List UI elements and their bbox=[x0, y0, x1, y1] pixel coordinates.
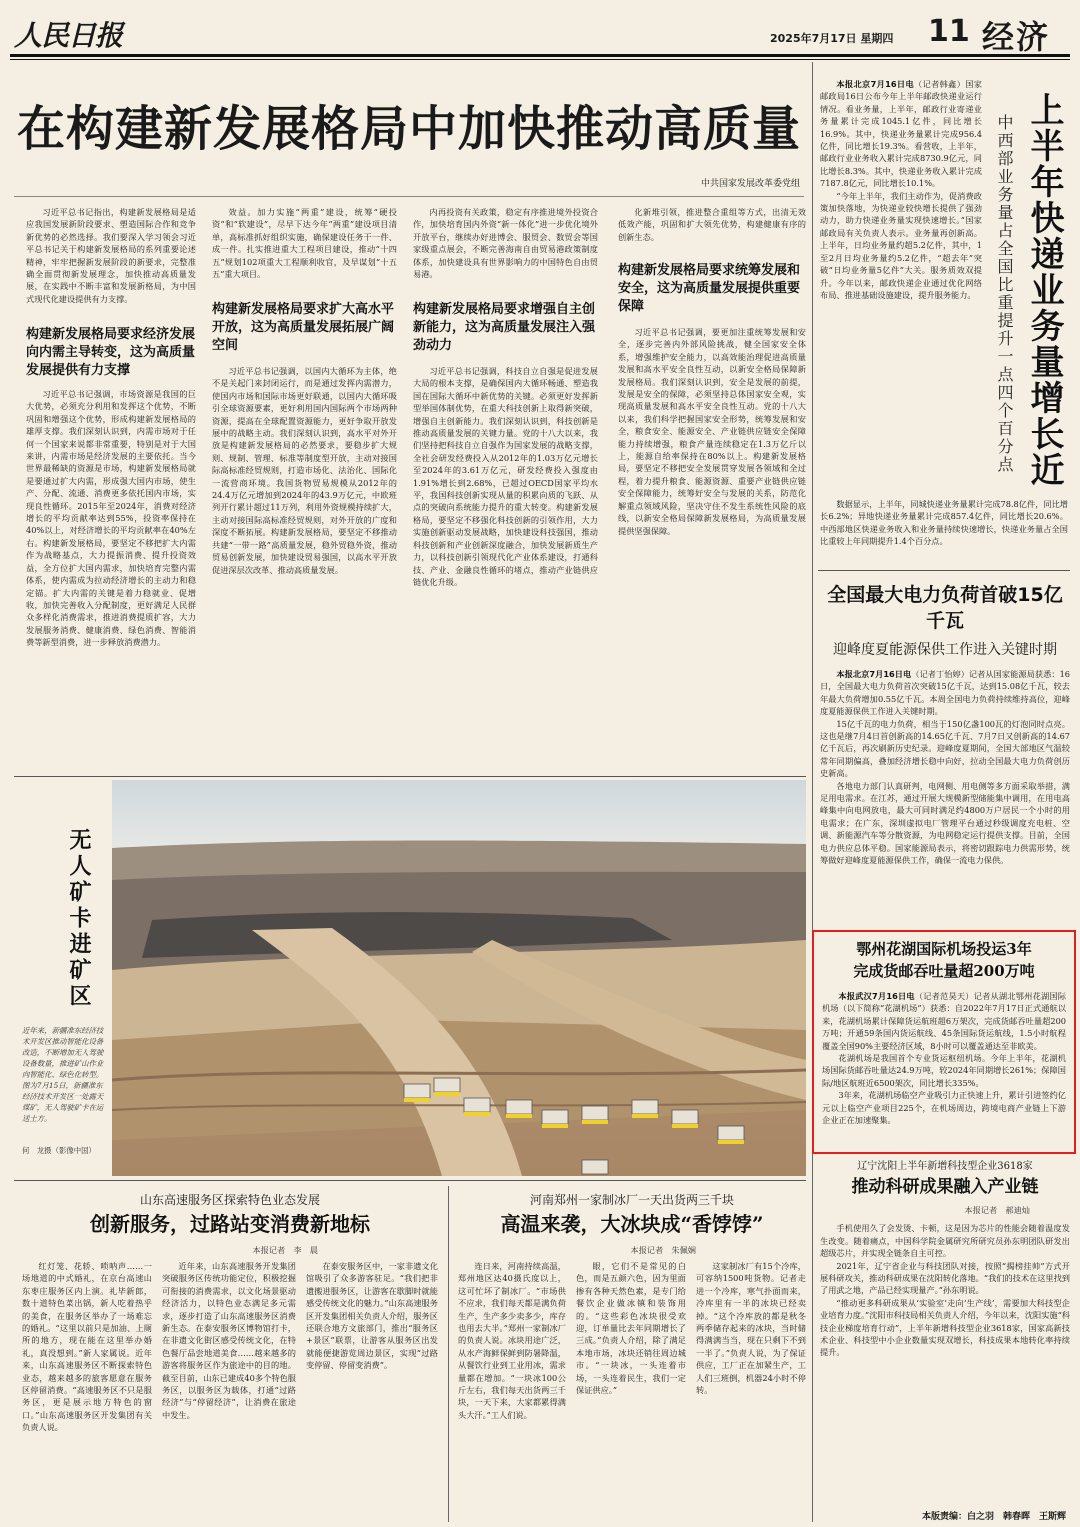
lead-author: 中共国家发展改革委党组 bbox=[700, 179, 800, 189]
ice-headline: 高温来袭，大冰块成“香饽饽” bbox=[500, 1212, 764, 1236]
section-name: 经济 bbox=[982, 18, 1051, 52]
liaoning-kicker: 辽宁沈阳上半年新增科技型企业3618家 bbox=[857, 1161, 1033, 1172]
ice-article: 河南郑州一家制冰厂一天出货两三千块 高温来袭，大冰块成“香饽饽” 本报记者 朱佩娴 连日来，河南持续高温，郑州地区达40摄氏度以上，这可忙坏了制冰厂。“市场供不应求，我们每天都是满负荷生产，生产多少卖多少，库存也用去大半。”郑州一家制冰厂的负责人说。冰块用途广泛，从水产海鲜保鲜到防暑降温，从餐饮行业到工业用冰，需求量都在增加。“一块冰100公斤左右，我们每天出货两三千块，一天下来，大家都累得满头大汗。”工人们说。 眼，它们不是常见的白色，而是五颜六色，因为里面掺有各种天然色素，是专门给餐饮企业做冰镇和装饰用的。“这些彩色冰块很受欢迎，订单量比去年同期增长了三成。”负责人介绍，除了满足本地市场，冰块还销往周边城市。“一块冰，一头连着市场，一头连着民生，我们一定保证供应。” 这家制冰厂有15个冷库，可容纳1500吨货物。记者走进一个冷库，寒气扑面而来，冷库里有一半的冰块已经卖掉。“这个冷库放的都是秋冬两季储存起来的冰块，当时储得满满当当，现在只剩下不到一半了。”负责人说，为了保证供应，工厂正在加紧生产，工人们三班倒，机器24小时不停转。 bbox=[458, 1193, 806, 1420]
lead-subhead-3: 构建新发展格局要求增强自主创新能力，这为高质量发展注入强劲动力 bbox=[413, 302, 596, 353]
shandong-headline: 创新服务，过路站变消费新地标 bbox=[90, 1212, 370, 1236]
photo-credit: 何 龙摄（影像中国） bbox=[22, 1146, 96, 1155]
lead-col2: 效益。加力实施“两重”建设，统筹“硬投资”和“软建设”，尽早下达今年“两重”建设项目清单，高标准抓好组织实施，确保建设任务干一件、成一件。扎实推进重大工程项目建设，推动“十四五”规划102项重大工程顺利收官，及早谋划“十五五”重大项目。 构建新发展格局要求扩大高水平开放，这为高质量发展拓展广阔空间 习近平总书记强调，以国内大循环为主体，绝不是关起门来封闭运行，而是通过发挥内需潜力，使国内市场和国际市场更好联通，以国内大循环吸引全球资源要素，更好利用国内国际两个市场两种资源，提高在全球配置资源能力，更好争取开放发展中的战略主动。我们深刻认识到，高水平对外开放是构建新发展格局的必然要求，要稳步扩大规则、规制、管理、标准等制度型开放，主动对接国际高标准经贸规则，打造市场化、法治化、国际化一流营商环境。我国货物贸易规模从2012年的24.4万亿元增加到2024年的43.9万亿元，中欧班列开行累计超过11万列，利用外资规模持续扩大，主动对接国际高标准经贸规则，对外开放的广度和深度不断拓展。构建新发展格局，要坚定不移推动共建“一带一路”高质量发展，稳外贸稳外资，推动贸易创新发展，加快建设贸易强国，以高水平开放促进深层次改革、推动高质量发展。 bbox=[212, 207, 397, 575]
shandong-kicker: 山东高速服务区探索特色业态发展 bbox=[139, 1193, 320, 1207]
lead-col4: 化新堆引领，推进整合重组等方式，出清无效低效产能，巩固和扩大领先优势，构建健康有序的创新生态。 构建新发展格局要求统筹发展和安全，这为高质量发展提供重要保障 习近平总书记强调，要更加注重统筹发展和安全，逐步完善内外部风险挑战，健全国家安全体系，增强维护安全能力，以高效能治理促进高质量发展和高水平安全良性互动，以新安全格局保障新发展格局。我们深刻认识到，安全是发展的前提，发展是安全的保障，必须坚持总体国家安全观，实现高质量发展和高水平安全良性互动。党的十八大以来，我们科学把握国家安全形势，统筹发展和安全，粮食安全、能源安全、产业链供应链安全保障能力持续增强，粮食产量连续稳定在1.3万亿斤以上，能源自给率保持在80%以上。构建新发展格局，要坚定不移把安全发展贯穿发展各领域和全过程，着力提升粮食、能源资源、重要产业链供应链安全保障能力，统筹好安全与发展的关系，防范化解重点领域风险，坚决守住不发生系统性风险的底线，以新安全格局保障新发展格局，为高质量发展提供坚强保障。 bbox=[618, 207, 806, 536]
photo-caption: 近年来，新疆准东经济技术开发区推动智能化设备改造，不断增加无人驾驶设备数量，推进矿山作业向智能化、绿色化转型。图为7月15日，新疆准东经济技术开发区一处露天煤矿，无人驾驶矿卡在运送土方。 bbox=[22, 1026, 104, 1123]
photo-caption-block bbox=[22, 820, 108, 1160]
masthead-rule bbox=[10, 54, 1070, 57]
liaoning-article: 辽宁沈阳上半年新增科技型企业3618家 推动科研成果融入产业链 本报记者 郝迪灿 手机使用久了会发烫、卡顿，这是因为芯片的性能会随着温度发生改变。随着痛点，中国科学院金属研究所研究员孙东明团队研发出超级芯片，并实现全链条自主可控。 2021年，辽宁省企业与科技团队对接，按照“揭榜挂帅”方式开展科研攻关，推动科研成果在沈阳转化落地。“我们的技术在这里找到了用武之地，产品已经实现量产。”孙东明说。 “推动更多科研成果从‘实验室’走向‘生产线’，需要加大科技型企业培育力度。”沈阳市科技局相关负责人介绍，今年以来，沈阳实施“科技企业梯度培育行动”，上半年新增科技型企业3618家，国家高新技术企业、科技型中小企业数量实现双增长，科技成果本地转化率持续提升。 本版责编：白之羽 韩春晖 王斯辉 bbox=[820, 1161, 1070, 1522]
airport-article: 鄂州花湖国际机场投运3年 完成货邮吞吐量超200万吨 本报武汉7月16日电（记者范昊天）记者从湖北鄂州花湖国际机场（以下简称“花湖机场”）获悉：自2022年7月17日正式通航以来，花湖机场累计保障货运航班超6万架次，完成货邮吞吐量超200万吨；开通59条国内货运航线、45条国际货运航线，1.5小时航程覆盖全国90%主要经济区域，8小时可以覆盖通达至非欧美。 花湖机场是我国首个专业货运枢纽机场。今年上半年，花湖机场国际货邮吞吐量达24.9万吨，较2024年同期增长261%；保障国际/地区航班近6500架次，同比增长335%。 3年来，花湖机场临空产业吸引力正快速上升，累计引进签约亿元以上临空产业项目225个，在机场周边，跨境电商产业链上下游企业正在加速聚集。 bbox=[812, 930, 1076, 1154]
shandong-article: 山东高速服务区探索特色业态发展 创新服务，过路站变消费新地标 本报记者 李 晨 红灯笼、花轿、唢呐声……一场地道的中式婚礼，在京台高速山东枣庄服务区内上演。礼毕新郎，数十道特色菜出锅，新人吃着热乎的美食，在服务区举办了一场难忘的婚礼。“这里以前只是加油、上厕所的地方，现在能在这里举办婚礼，真没想到。”新人家属说。近年来，山东高速服务区不断探索特色业态，越来越多的旅客愿意在服务区停留消费。“高速服务区不只是服务区，更是展示地方特色的窗口。”山东高速服务区开发集团有关负责人说。 近年来，山东高速服务开发集团突破服务区传统功能定位，积极挖掘可衔接的消费需求，以文化场景驱动经济活力，以特色业态满足多元需求，逐步打造了山东高速服务区消费新生态。在泰安服务区博物馆打卡，在非遗文化街区感受传统文化，在特色餐厅品尝地道美食……越来越多的游客将服务区作为旅途中的目的地。截至目前，山东已建成40多个特色服务区，以服务区为载体，打通“过路经济”与“停留经济”，让消费在旅途中发生。 在泰安服务区中，一家非遗文化馆吸引了众多游客驻足。“我们把非遗搬进服务区，让游客在歇脚时就能感受传统文化的魅力。”山东高速服务区开发集团相关负责人介绍，服务区还联合地方文旅部门，推出“服务区+景区”联票，让游客从服务区出发就能便捷游览周边景区，实现“过路变停留、停留变消费”。 bbox=[22, 1193, 438, 1433]
express-subhead: 中西部业务量占全国比重提升一点四个百分点 bbox=[995, 114, 1014, 474]
lead-subhead-2: 构建新发展格局要求扩大高水平开放，这为高质量发展拓展广阔空间 bbox=[212, 302, 395, 353]
newspaper-logo: 人民日报 bbox=[14, 19, 123, 50]
airport-headline: 鄂州花湖国际机场投运3年 完成货邮吞吐量超200万吨 bbox=[853, 940, 1035, 980]
mine-photo bbox=[112, 780, 806, 1176]
express-article: 本报北京7月16日电（记者韩鑫）国家邮政局16日公布今年上半年邮政快递业运行情况。看业务量，上半年，邮政行业寄递业务量累计完成1045.1亿件，同比增长16.9%。其中，快递业务量累计完成956.4亿件，同比增长19.3%。看营收，上半年，邮政行业业务收入累计完成8730.9亿元，同比增长8.3%。其中，快递业务收入累计完成7187.8亿元，同比增长10.1%。 “今年上半年，我们主动作为，促消费政策加快落地，为快递业较快增长提供了强劲动力，助力快递业务量实现快速增长。”国家邮政局有关负责人表示。业务量再创新高。上半年，日均业务量约超5.2亿件，其中，1至2月日均业务量约5.2亿件，“超去年”突破“日均业务量5亿件”大关。服务质效双提升。今年以来，邮政快递企业通过优化网络布局、推进基础设施建设，提升服务能力。 上半年快递业务量增长近 中西部业务量占全国比重提升一点四个百分点 数据显示，上半年，同城快递业务量累计完成78.8亿件，同比增长6.2%；异地快递业务量累计完成857.4亿件，同比增长20.6%。中西部地区快递业务收入和业务量持续快速增长，快递业务量占全国比重较上年同期提升1.4个百分点。 bbox=[820, 79, 1068, 547]
lead-subhead-4: 构建新发展格局要求统筹发展和安全，这为高质量发展提供重要保障 bbox=[618, 263, 801, 314]
express-headline: 上半年快递业务量增长近 bbox=[1024, 92, 1064, 488]
ice-kicker: 河南郑州一家制冰厂一天出货两三千块 bbox=[529, 1193, 734, 1207]
masthead-date: 2025年7月17日 星期四 bbox=[770, 32, 894, 44]
power-subhead: 迎峰度夏能源保供工作进入关键时期 bbox=[833, 642, 1057, 658]
page-number: 11 bbox=[928, 14, 970, 49]
lead-subhead-1: 构建新发展格局要求经济发展向内需主导转变，这为高质量发展提供有力支撑 bbox=[26, 327, 196, 378]
lead-headline: 在构建新发展格局中加快推动高质量 bbox=[16, 101, 801, 157]
photo-title: 无人矿卡进矿区 bbox=[66, 828, 92, 1010]
lead-col1: 习近平总书记指出，构建新发展格局是适应我国发展新阶段要求、塑造国际合作和竞争新优势的必然选择。我们要深入学习领会习近平总书记关于构建新发展格局的系列重要论述精神，牢牢把握新发展阶段的新要求，完整准确全面贯彻新发展理念，加快推动高质量发展，在实践中不断丰富和发展新格局，为中国式现代化建设提供有力支撑。 构建新发展格局要求经济发展向内需主导转变，这为高质量发展提供有力支撑 习近平总书记强调，市场资源是我国的巨大优势，必须充分利用和发挥这个优势，不断巩固和增强这个优势，形成构建新发展格局的雄厚支撑。我们深刻认识到，内需市场对于任何一个国家来说都非常重要，特别是对于大国来讲，内需市场是经济发展的主要依托。当今世界最稀缺的资源是市场，构建新发展格局就是要通过扩大内需，形成强大国内市场，使生产、分配、流通、消费更多依托国内市场，实现良性循环。2015年至2024年，消费对经济增长的平均贡献率达到55%，投资率保持在40%以上，对经济增长的平均贡献率在40%左右。构建新发展格局，要坚定不移把扩大内需作为战略基点，大力提振消费、提升投资效益，全方位扩大国内需求，加快培育完整内需体系，使内需成为拉动经济增长的主动力和稳定锚。扩大内需的关键是着力稳就业、促增收，加快完善收入分配制度，更好满足人民群众多样化消费需求，推进消费提质扩容，大力发展服务消费、健康消费、绿色消费、智能消费等新型消费，进一步释放消费潜力。 bbox=[26, 207, 196, 648]
liaoning-headline: 推动科研成果融入产业链 bbox=[851, 1177, 1039, 1197]
masthead-rule-thin bbox=[10, 59, 1070, 60]
editor-credit: 本版责编：白之羽 韩春晖 王斯辉 bbox=[921, 1512, 1066, 1522]
lead-col3: 内再投资有关政策，稳定有序推进境外投资合作，加快培育国内外资“新一体化”进一步优化境外开放平台，继续办好进博会、服贸会、数贸会等国家级重点展会，不断完善海南自由贸易港政策制度体系，加快建设具有世界影响力的中国特色自由贸易港。 构建新发展格局要求增强自主创新能力，这为高质量发展注入强劲动力 习近平总书记强调，科技自立自强是促进发展大局的根本支撑，是确保国内大循环畅通、塑造我国在国际大循环中新优势的关键。必须更好发挥新型举国体制优势，在重大科技创新上取得新突破，增强自主创新能力。我们深刻认识到，科技创新是推动高质量发展的关键力量。党的十八大以来，我们坚持把科技自立自强作为国家发展的战略支撑，全社会研发经费投入从2012年的1.03万亿元增长至2024年的3.61万亿元，研发经费投入强度由1.91%增长到2.68%，已超过OECD国家平均水平，我国科技创新实现从量的积累向质的飞跃、从点的突破向系统能力提升的重大转变。构建新发展格局，要坚定不移强化科技创新的引领作用，大力实施创新驱动发展战略，加快建设科技强国，推动科技创新和产业创新深度融合，加快发展新质生产力，以科技创新引领现代化产业体系建设，打通科技、产业、金融良性循环的堵点，推动产业链供应链优化升级。 bbox=[413, 207, 598, 587]
power-headline: 全国最大电力负荷首破15亿千瓦 bbox=[827, 584, 1063, 632]
mine-photo-image bbox=[112, 780, 806, 1176]
power-article: 全国最大电力负荷首破15亿千瓦 迎峰度夏能源保供工作进入关键时期 本报北京7月16日电（记者丁怡婷）记者从国家能源局获悉：16日，全国最大电力负荷首次突破15亿千瓦，达到15.08亿千瓦，较去年最大负荷增加0.55亿千瓦。本周全国电力负荷持续维持高位，迎峰度夏能源保供工作进入关键时期。 15亿千瓦的电力负荷，相当于150亿盏100瓦的灯泡同时点亮。这也是继7月4日首创新高的14.65亿千瓦、7月7日又创新高的14.67亿千瓦后，再次刷新历史纪录。迎峰度夏期间，全国大部地区气温较常年同期偏高，叠加经济增长稳中向好，拉动全国最大电力负荷创历史新高。 各地电力部门认真研判，电网侧、用电侧等多方面采取举措，满足用电需求。在江苏，通过开展大规模新型储能集中调用，在用电高峰集中向电网放电，最大可同时满足约4800万户居民一个小时的用电需求；在广东，深圳虚拟电厂管理平台通过秒级调度充电桩、空调、新能源汽车等分散资源，为电网稳定运行提供支撑。目前，全国电力供应总体平稳。国家能源局表示，将密切跟踪电力供需形势，统筹做好迎峰度夏能源保供工作，确保一流电力保供。 bbox=[820, 584, 1070, 866]
